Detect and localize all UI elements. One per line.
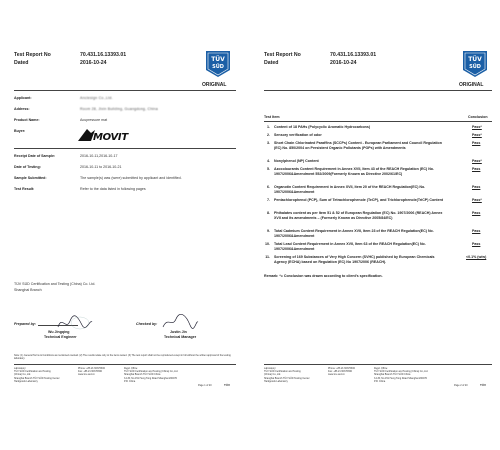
col-conclusion: Conclusion (468, 115, 488, 119)
footer-divider-2 (264, 364, 492, 365)
item-result: Pass* (472, 133, 482, 137)
item-result: Pass* (472, 159, 482, 163)
footer-contact: Phone: +86 21 60376300 Fax: +86 21 60376360 www.tuv-sud.cn (78, 367, 105, 377)
applicant-label: Applicant: (14, 96, 32, 100)
dated-value: 2016-10-24 (80, 60, 107, 66)
item-no: 5. (267, 167, 270, 171)
item-text: Screening of 169 Substances of Very High Concern (SVHC) published by European Chemicals Agency (ECHA) based on Regulation (EC) No 1907/2006 (REACH). (274, 255, 435, 264)
tuv-mark-small: TÜV (224, 383, 230, 387)
col-test-item: Test Item (264, 115, 280, 119)
tuv-logo-2 (462, 50, 488, 78)
report-page-2 (250, 0, 500, 450)
svg-text:TÜV: TÜV (211, 56, 225, 63)
checked-by-label: Checked by: (136, 322, 158, 326)
testing-date-label: Date of Testing: (14, 165, 41, 169)
report-no-value: 70.431.16.13393.01 (80, 52, 127, 58)
prepared-title: Technical Engineer (44, 335, 77, 339)
checked-signature (160, 312, 200, 332)
item-text: Content of 18 PAHs (Polycyclic Aromatic Hydrocarbons) (274, 125, 371, 129)
original-stamp: ORIGINAL (202, 82, 227, 88)
item-no: 10. (265, 242, 270, 246)
report-no-label-2: Test Report No (264, 52, 301, 58)
svg-text:SÜD: SÜD (469, 64, 481, 70)
item-no: 1. (267, 125, 270, 129)
header-divider (14, 90, 236, 91)
remark: Remark: *= Conclusion was drawn according to client's specification. (264, 274, 383, 278)
svg-text:TÜV: TÜV (468, 56, 482, 63)
item-no: 11. (265, 255, 270, 259)
item-no: 8. (267, 211, 270, 215)
applicant-value: Anclesign Co.,Ltd. (80, 96, 113, 100)
footer-laboratory: Laboratory: TÜV SÜD Certification and Testing (China) Co.,Ltd. Shanghai Branch TÜV SÜD Testing Center Hardgoods Laboratory (14, 367, 60, 383)
item-result: Pass (472, 242, 481, 246)
testing-date-value: 2016-10-11 to 2016-10-21 (80, 165, 122, 169)
sample-submitted-value: The sample(s) was (were) submitted by applicant and identified. (80, 176, 182, 180)
report-no-label: Test Report No (14, 52, 51, 58)
item-text: Sensory verification of odor (274, 133, 322, 137)
footer-regd-office: Regd. Office: TÜV SÜD Certification and Testing (China) Co.,Ltd. Shanghai Branch TÜV SÜD China 3-13F, No.151 Heng Tong Road Shanghai 200070 P.R. China (124, 367, 179, 383)
receipt-date-label: Receipt Date of Sample: (14, 154, 56, 158)
test-result-value: Refer to the data listed in following pages (80, 187, 146, 191)
item-no: 3. (267, 141, 270, 145)
product-name-value: Acupressure mat (80, 118, 108, 122)
item-result: Pass (472, 185, 481, 189)
item-text: Total Cadmium Content Requirement in Annex XVII, Item 23 of the REACH Regulation(EC) No. 1907/2006&Amendment (274, 229, 434, 238)
dated-label-2: Dated (264, 60, 279, 66)
item-no: 2. (267, 133, 270, 137)
item-text: Short Chain Chlorinated Paraffins (SCCPs) Content - European Parliament and Council Regulation (EC) No. 850/2004 on Persistent Organic Pollutants (POPs) with Amendments (274, 141, 442, 150)
checked-name: Justin Jin (170, 330, 187, 334)
footer-regd-office-2: Regd. Office: TÜV SÜD Certification and Testing (China) Co.,Ltd. Shanghai Branch TÜV SÜD China 3-13F, No.151 Heng Tong Road Shanghai 200070 P.R. China (374, 367, 429, 383)
company-branch: Shanghai Branch (14, 288, 42, 292)
movit-logo (78, 128, 132, 143)
item-text: Total Lead Content Requirement in Annex XVII, Item 63 of the REACH Regulation(EC) No. 1907/2006&Amendment (274, 242, 426, 251)
checked-title: Technical Manager (164, 335, 197, 339)
test-result-label: Test Result: (14, 187, 35, 191)
report-no-value-2: 70.431.16.13393.01 (330, 52, 377, 58)
item-result: Pass (472, 229, 481, 233)
item-text: Organotin Content Requirement in Annex XVII, Item 20 of the REACH Regulation(EC) No. 1907/2006&Amendment (274, 185, 426, 194)
address-value: Room 28, Jixin Building, Guangdong, China (80, 107, 158, 111)
item-text: Azocolourants Content Requirement in Annex XVII, Item 43 of the REACH Regulation (EC) No. 1907/2006&Amendment 552/2009(Formerly Known as Directive 2002/61/EC) (274, 167, 434, 176)
item-no: 7. (267, 198, 270, 202)
item-no: 9. (267, 229, 270, 233)
item-result: <0.1% (w/w) (466, 255, 487, 259)
footer-divider (14, 364, 236, 365)
item-result: Pass (472, 167, 481, 171)
item-result: Pass* (472, 125, 482, 129)
table-header-divider (264, 121, 492, 122)
product-name-label: Product Name: (14, 118, 40, 122)
sample-submitted-label: Sample Submitted: (14, 176, 47, 180)
item-text: Nonylphenol (NP) Content (274, 159, 319, 163)
header-divider-2 (264, 90, 492, 91)
report-note: Note: (1) General Terms & Conditions as mentioned overleaf. (2) The results relate only to the items tested. (3) The test report shall not be reproduced except in full without the written approval of the testing laboratory. (14, 354, 231, 361)
svg-text:MOVIT: MOVIT (93, 132, 128, 143)
original-stamp-2: ORIGINAL (459, 82, 484, 88)
footer-contact-2: Phone: +86 21 60376300 Fax: +86 21 60376360 www.tuv-sud.cn (328, 367, 355, 377)
item-text: Pentachlorophenol (PCP), Sum of Tetrachlorophenole (TeCP), and Trichlorophenole(TriCP) Content (274, 198, 443, 202)
address-label: Address: (14, 107, 30, 111)
fields-divider (14, 148, 236, 149)
dated-label: Dated (14, 60, 29, 66)
company-name: TÜV SÜD Certification and Testing (China) Co. Ltd. (14, 282, 96, 286)
tuv-mark-small-2: TÜV (480, 383, 486, 387)
prepared-by-label: Prepared by: (14, 322, 36, 326)
prepared-name: Wu Jingqing (48, 330, 70, 334)
svg-text:SÜD: SÜD (212, 64, 224, 70)
footer-laboratory-2: Laboratory: TÜV SÜD Certification and Testing (China) Co.,Ltd. Shanghai Branch TÜV SÜD Testing Center Hardgoods Laboratory (264, 367, 310, 383)
item-text: Phthalates content as per Item 51 & 52 of European Regulation (EC) No. 1907/2006 (REACH) Annex XVII and its amendments – (Formerly Known as Directive 2005/84/EC) (274, 211, 443, 220)
item-no: 4. (267, 159, 270, 163)
item-result: Pass* (472, 198, 482, 202)
buyer-label: Buyer: (14, 129, 26, 133)
page-number-1: Page 1 of 20 (198, 384, 212, 387)
dated-value-2: 2016-10-24 (330, 60, 357, 66)
page-number-2: Page 2 of 20 (454, 384, 468, 387)
item-no: 6. (267, 185, 270, 189)
receipt-date-value: 2016-10-11,2016-10-17 (80, 154, 118, 158)
item-result: Pass (472, 211, 481, 215)
item-result: Pass (472, 141, 481, 145)
tuv-logo (205, 50, 231, 78)
